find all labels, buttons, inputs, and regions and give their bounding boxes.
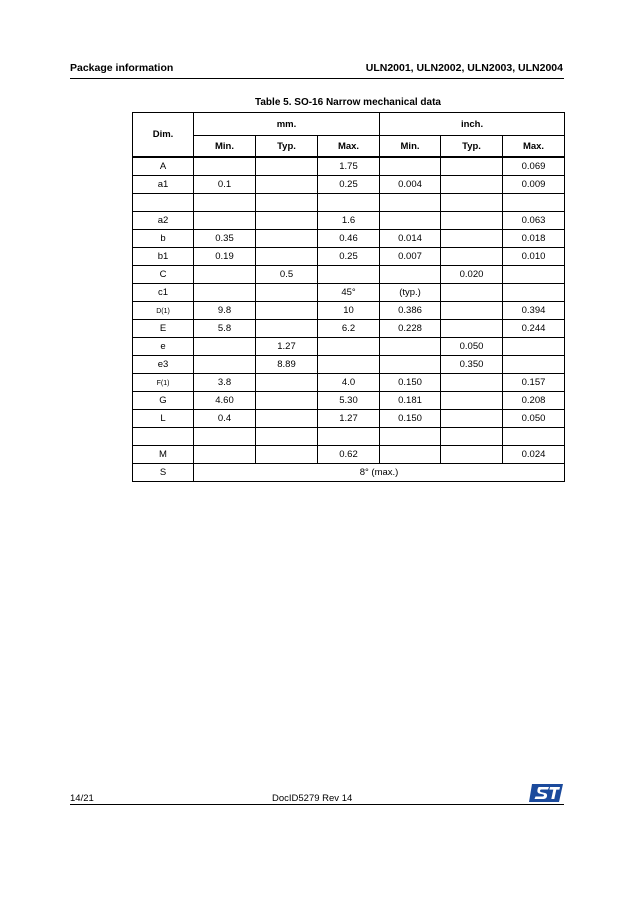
table-row [133, 410, 565, 428]
value-cell: 0.25 [318, 248, 380, 266]
value-cell: 1.27 [318, 410, 380, 428]
value-cell [441, 212, 503, 230]
value-cell [256, 157, 318, 176]
value-cell [441, 320, 503, 338]
dim-cell: S [133, 464, 194, 482]
dim-cell [133, 392, 194, 410]
dim-label: G [159, 395, 167, 406]
value-cell [194, 356, 256, 374]
table-row [133, 302, 565, 320]
value-cell [441, 194, 503, 212]
table-row [133, 284, 565, 302]
value-cell: 0.150 [380, 410, 441, 428]
value-cell [256, 302, 318, 320]
table-row [133, 320, 565, 338]
dim-cell [133, 230, 194, 248]
footnote-ref: (1) [160, 380, 170, 387]
footer-divider [70, 804, 564, 805]
value-cell: 0.050 [503, 410, 565, 428]
value-cell: 0.386 [380, 302, 441, 320]
value-cell [194, 157, 256, 176]
dim-label: e [160, 341, 166, 352]
dim-cell [133, 194, 194, 212]
value-cell [380, 446, 441, 464]
value-cell: 0.1 [194, 176, 256, 194]
value-cell: 0.010 [503, 248, 565, 266]
dim-column-header: Dim. [133, 113, 194, 158]
value-cell: 0.009 [503, 176, 565, 194]
value-cell: 0.018 [503, 230, 565, 248]
value-cell [256, 194, 318, 212]
table-row [133, 194, 565, 212]
value-cell [503, 356, 565, 374]
value-cell [318, 356, 380, 374]
value-cell [503, 428, 565, 446]
value-cell: 0.050 [441, 338, 503, 356]
value-cell: 0.020 [441, 266, 503, 284]
value-cell: 1.27 [256, 338, 318, 356]
dim-cell [133, 320, 194, 338]
dim-cell [133, 266, 194, 284]
value-cell: 0.004 [380, 176, 441, 194]
table-row [133, 338, 565, 356]
value-cell: 0.181 [380, 392, 441, 410]
value-cell: 5.30 [318, 392, 380, 410]
value-cell: 1.6 [318, 212, 380, 230]
value-cell [380, 212, 441, 230]
value-cell: 4.0 [318, 374, 380, 392]
value-cell [256, 374, 318, 392]
value-cell: 0.35 [194, 230, 256, 248]
value-cell [194, 428, 256, 446]
value-cell: 0.244 [503, 320, 565, 338]
dim-cell [133, 248, 194, 266]
value-cell [441, 302, 503, 320]
value-cell [503, 194, 565, 212]
value-cell: 0.069 [503, 157, 565, 176]
dim-cell [133, 446, 194, 464]
value-cell: 0.014 [380, 230, 441, 248]
dim-label: E [159, 323, 167, 334]
mm-typ-header: Typ. [256, 136, 318, 158]
header-divider [70, 78, 564, 79]
value-cell: 0.46 [318, 230, 380, 248]
value-cell [256, 428, 318, 446]
value-cell: 6.2 [318, 320, 380, 338]
value-cell [441, 410, 503, 428]
value-cell [318, 338, 380, 356]
value-cell: 0.228 [380, 320, 441, 338]
value-cell [256, 446, 318, 464]
value-cell: 0.19 [194, 248, 256, 266]
value-cell [318, 266, 380, 284]
value-cell: 3.8 [194, 374, 256, 392]
table-row [133, 428, 565, 446]
inch-group-header: inch. [380, 113, 565, 136]
value-cell: 0.394 [503, 302, 565, 320]
table-row [133, 212, 565, 230]
mm-max-header: Max. [318, 136, 380, 158]
value-cell [194, 212, 256, 230]
table-row [133, 248, 565, 266]
dim-label: D [156, 308, 162, 315]
value-cell [380, 356, 441, 374]
dim-label: C [159, 269, 167, 280]
value-cell [256, 248, 318, 266]
value-cell [256, 284, 318, 302]
value-cell [441, 428, 503, 446]
value-cell: 0.62 [318, 446, 380, 464]
document-id: DocID5279 Rev 14 [272, 793, 353, 804]
table-row [133, 446, 565, 464]
footnote-ref: (1) [161, 308, 170, 315]
value-cell [194, 446, 256, 464]
product-list: ULN2001, ULN2002, ULN2003, ULN2004 [365, 62, 563, 74]
value-cell [380, 338, 441, 356]
value-cell [441, 446, 503, 464]
value-cell [380, 157, 441, 176]
dim-cell [133, 302, 194, 320]
value-cell: 5.8 [194, 320, 256, 338]
value-cell [441, 176, 503, 194]
value-cell [256, 320, 318, 338]
value-cell: 0.350 [441, 356, 503, 374]
value-cell: (typ.) [380, 284, 441, 302]
value-cell: 10 [318, 302, 380, 320]
value-cell [380, 266, 441, 284]
dim-cell [133, 176, 194, 194]
table-row [133, 176, 565, 194]
value-cell [256, 392, 318, 410]
value-cell: 0.208 [503, 392, 565, 410]
value-cell: 0.063 [503, 212, 565, 230]
dim-label: c1 [157, 287, 169, 298]
value-cell [441, 230, 503, 248]
value-cell [380, 194, 441, 212]
dim-label: A [159, 161, 167, 172]
value-cell [441, 284, 503, 302]
page-number: 14/21 [70, 793, 94, 804]
dim-label: M [159, 449, 167, 460]
value-cell: 1.75 [318, 157, 380, 176]
dim-label: a1 [157, 179, 169, 190]
value-cell [194, 338, 256, 356]
inch-min-header: Min. [380, 136, 441, 158]
merged-value-cell: 8° (max.) [194, 464, 565, 482]
dim-cell [133, 338, 194, 356]
section-title: Package information [70, 62, 174, 74]
value-cell [318, 194, 380, 212]
dim-label: e3 [157, 359, 169, 370]
dim-cell [133, 356, 194, 374]
st-logo-icon [529, 784, 563, 802]
dim-cell [133, 410, 194, 428]
dim-cell [133, 284, 194, 302]
value-cell: 0.4 [194, 410, 256, 428]
value-cell: 9.8 [194, 302, 256, 320]
table-title: Table 5. SO-16 Narrow mechanical data [255, 97, 441, 108]
value-cell: 0.5 [256, 266, 318, 284]
value-cell: 4.60 [194, 392, 256, 410]
table-row [133, 230, 565, 248]
value-cell: 0.150 [380, 374, 441, 392]
table-row [133, 356, 565, 374]
value-cell: 0.007 [380, 248, 441, 266]
value-cell [441, 157, 503, 176]
value-cell [503, 338, 565, 356]
value-cell [256, 212, 318, 230]
mechanical-data-table [132, 112, 565, 482]
dim-label: b [160, 233, 166, 244]
value-cell: 45° [318, 284, 380, 302]
dim-cell [133, 157, 194, 176]
dim-cell [133, 428, 194, 446]
table-row [133, 392, 565, 410]
value-cell [441, 374, 503, 392]
dim-label: b1 [157, 251, 169, 262]
inch-max-header: Max. [503, 136, 565, 158]
value-cell: 0.024 [503, 446, 565, 464]
dim-cell [133, 212, 194, 230]
dim-cell [133, 374, 194, 392]
value-cell: 8.89 [256, 356, 318, 374]
mm-group-header: mm. [194, 113, 380, 136]
value-cell [256, 176, 318, 194]
table-body [133, 157, 565, 482]
table-row [133, 374, 565, 392]
dim-label: F [156, 380, 161, 387]
table-row [133, 266, 565, 284]
table-row [133, 464, 565, 482]
value-cell: 0.25 [318, 176, 380, 194]
value-cell [194, 284, 256, 302]
value-cell [503, 284, 565, 302]
value-cell: 0.157 [503, 374, 565, 392]
value-cell [441, 248, 503, 266]
dim-label: L [160, 413, 166, 424]
mm-min-header: Min. [194, 136, 256, 158]
inch-typ-header: Typ. [441, 136, 503, 158]
value-cell [380, 428, 441, 446]
value-cell [503, 266, 565, 284]
dim-label: a2 [157, 215, 169, 226]
table-row [133, 157, 565, 176]
value-cell [318, 428, 380, 446]
value-cell [441, 392, 503, 410]
value-cell [194, 266, 256, 284]
value-cell [256, 410, 318, 428]
value-cell [256, 230, 318, 248]
value-cell [194, 194, 256, 212]
